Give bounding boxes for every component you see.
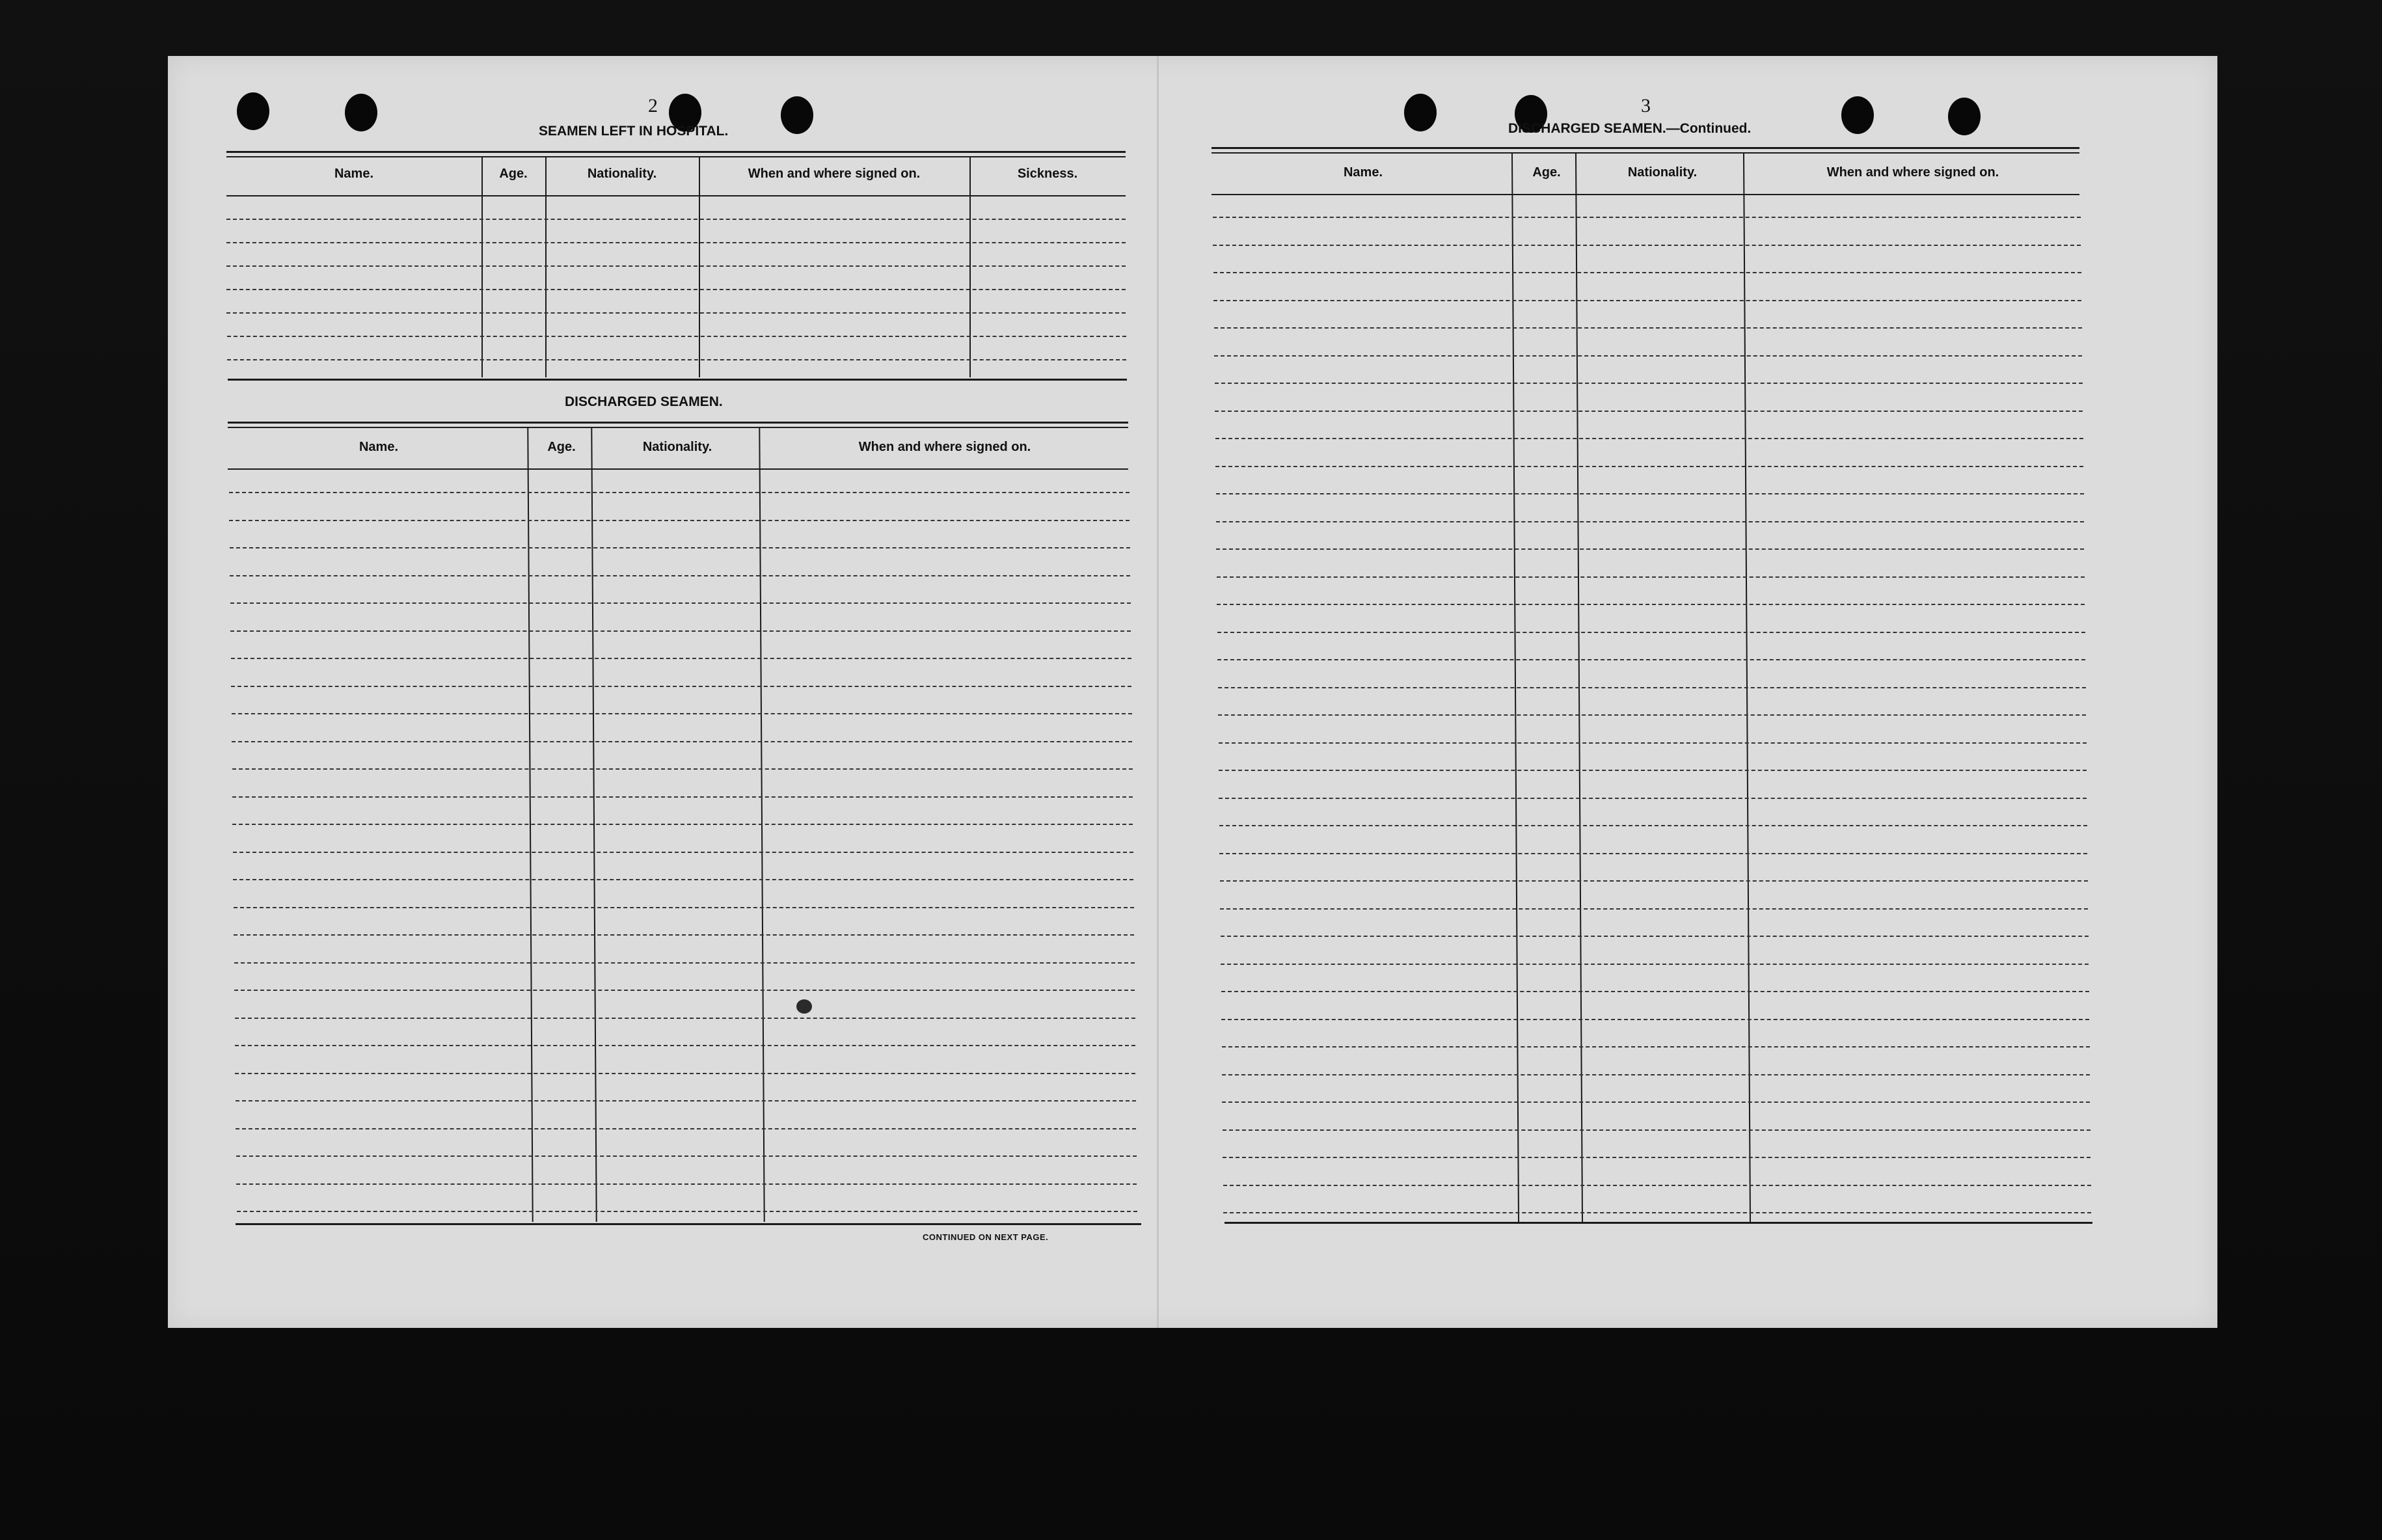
continued-note: CONTINUED ON NEXT PAGE. (923, 1232, 1049, 1242)
blank-entry-line (226, 242, 1126, 243)
blank-entry-line (1214, 327, 2082, 329)
blank-entry-line (1215, 466, 2083, 467)
blank-entry-line (1223, 1129, 2091, 1131)
blank-entry-line (1213, 217, 2081, 218)
table-top-rule (228, 422, 1128, 424)
blank-entry-line (1215, 383, 2083, 384)
blank-entry-line (1214, 355, 2082, 357)
blank-entry-line (226, 289, 1126, 290)
blank-entry-line (1222, 1101, 2090, 1103)
hospital-section-title: SEAMEN LEFT IN HOSPITAL. (539, 124, 729, 139)
column-divider (481, 156, 483, 377)
blank-entry-line (1217, 604, 2085, 605)
blank-entry-line (1221, 964, 2089, 965)
blank-entry-line (1213, 300, 2081, 301)
blank-entry-line (234, 990, 1135, 991)
page-fold (1157, 56, 1159, 1328)
blank-entry-line (230, 575, 1130, 576)
blank-entry-line (231, 686, 1131, 687)
blank-entry-line (236, 1155, 1137, 1157)
column-header-age: Age. (1532, 165, 1561, 180)
blank-entry-line (235, 1018, 1135, 1019)
column-header-age: Age. (547, 440, 576, 454)
blank-entry-line (1215, 438, 2083, 439)
blank-entry-line (1220, 880, 2088, 882)
table-bottom-rule (236, 1223, 1141, 1225)
column-header-signed-on: When and where signed on. (858, 440, 1031, 454)
blank-entry-line (232, 713, 1132, 714)
blank-entry-line (1223, 1157, 2091, 1158)
table-top-rule (1211, 147, 2079, 149)
blank-entry-line (236, 1128, 1136, 1129)
table-top-rule (228, 427, 1128, 428)
blank-entry-line (1219, 798, 2087, 799)
blank-entry-line (1221, 1019, 2089, 1020)
blank-entry-line (235, 1073, 1135, 1074)
blank-entry-line (1218, 714, 2086, 716)
table-bottom-rule (228, 379, 1127, 381)
column-header-nationality: Nationality. (587, 167, 657, 181)
punch-hole (237, 92, 269, 130)
blank-entry-line (1219, 742, 2087, 744)
blank-entry-line (234, 962, 1135, 964)
column-divider (969, 156, 971, 377)
punch-hole (1404, 94, 1437, 131)
blank-entry-line (1221, 936, 2089, 937)
blank-entry-line (1216, 493, 2084, 494)
column-header-signed-on: When and where signed on. (748, 167, 921, 181)
blank-entry-line (1223, 1185, 2091, 1186)
table-top-rule (226, 151, 1126, 153)
blank-entry-line (226, 265, 1126, 267)
blank-entry-line (237, 1211, 1137, 1212)
column-header-signed-on: When and where signed on. (1826, 165, 1999, 180)
blank-entry-line (1223, 1212, 2091, 1213)
page-number: 2 (648, 95, 658, 116)
discharged-section-title: DISCHARGED SEAMEN. (565, 394, 723, 409)
column-divider (699, 156, 700, 377)
column-header-name: Name. (334, 167, 374, 181)
column-header-name: Name. (359, 440, 399, 454)
blank-entry-line (226, 219, 1126, 220)
blank-entry-line (1216, 548, 2084, 550)
blank-entry-line (1217, 659, 2085, 660)
blank-entry-line (233, 879, 1133, 880)
header-rule (228, 468, 1128, 470)
document-sheet (168, 56, 2217, 1328)
blank-entry-line (1213, 272, 2081, 273)
blank-entry-line (232, 824, 1133, 825)
page-number: 3 (1641, 95, 1651, 116)
discharged-continued-title: DISCHARGED SEAMEN.—Continued. (1508, 121, 1752, 136)
blank-entry-line (1220, 908, 2088, 910)
blank-entry-line (236, 1100, 1136, 1101)
blank-entry-line (1219, 770, 2087, 771)
blank-entry-line (233, 852, 1133, 853)
table-top-rule (226, 156, 1126, 157)
column-header-age: Age. (499, 167, 528, 181)
blank-entry-line (1213, 245, 2081, 246)
blank-entry-line (234, 907, 1134, 908)
column-header-sickness: Sickness. (1017, 167, 1078, 181)
blank-entry-line (234, 934, 1134, 936)
punch-hole (781, 96, 813, 134)
blank-entry-line (230, 547, 1130, 548)
blank-entry-line (229, 492, 1130, 493)
blank-entry-line (232, 741, 1132, 742)
blank-entry-line (1217, 632, 2085, 633)
blank-entry-line (232, 796, 1133, 798)
blank-entry-line (235, 1045, 1135, 1046)
blank-entry-line (1219, 825, 2087, 826)
blank-entry-line (1222, 1074, 2090, 1075)
blank-entry-line (1217, 576, 2085, 578)
blank-entry-line (1221, 991, 2089, 992)
blank-entry-line (226, 312, 1126, 314)
header-rule (1211, 194, 2079, 195)
ink-stain (796, 999, 812, 1014)
blank-entry-line (227, 336, 1126, 337)
blank-entry-line (1222, 1046, 2090, 1047)
column-header-nationality: Nationality. (642, 440, 712, 454)
blank-entry-line (229, 520, 1130, 521)
blank-entry-line (1216, 521, 2084, 522)
blank-entry-line (1219, 853, 2087, 854)
column-divider (545, 156, 547, 377)
blank-entry-line (230, 630, 1131, 632)
column-header-nationality: Nationality. (1627, 165, 1698, 180)
punch-hole (345, 94, 377, 131)
blank-entry-line (232, 768, 1133, 770)
punch-hole (1948, 98, 1981, 135)
blank-entry-line (231, 658, 1131, 659)
punch-hole (1841, 96, 1874, 134)
column-header-name: Name. (1343, 165, 1383, 180)
blank-entry-line (1218, 687, 2086, 688)
table-bottom-rule (1225, 1222, 2092, 1224)
blank-entry-line (1215, 411, 2083, 412)
header-rule (226, 195, 1126, 196)
blank-entry-line (236, 1183, 1137, 1185)
table-top-rule (1211, 152, 2079, 154)
blank-entry-line (230, 602, 1131, 604)
blank-entry-line (227, 359, 1126, 360)
